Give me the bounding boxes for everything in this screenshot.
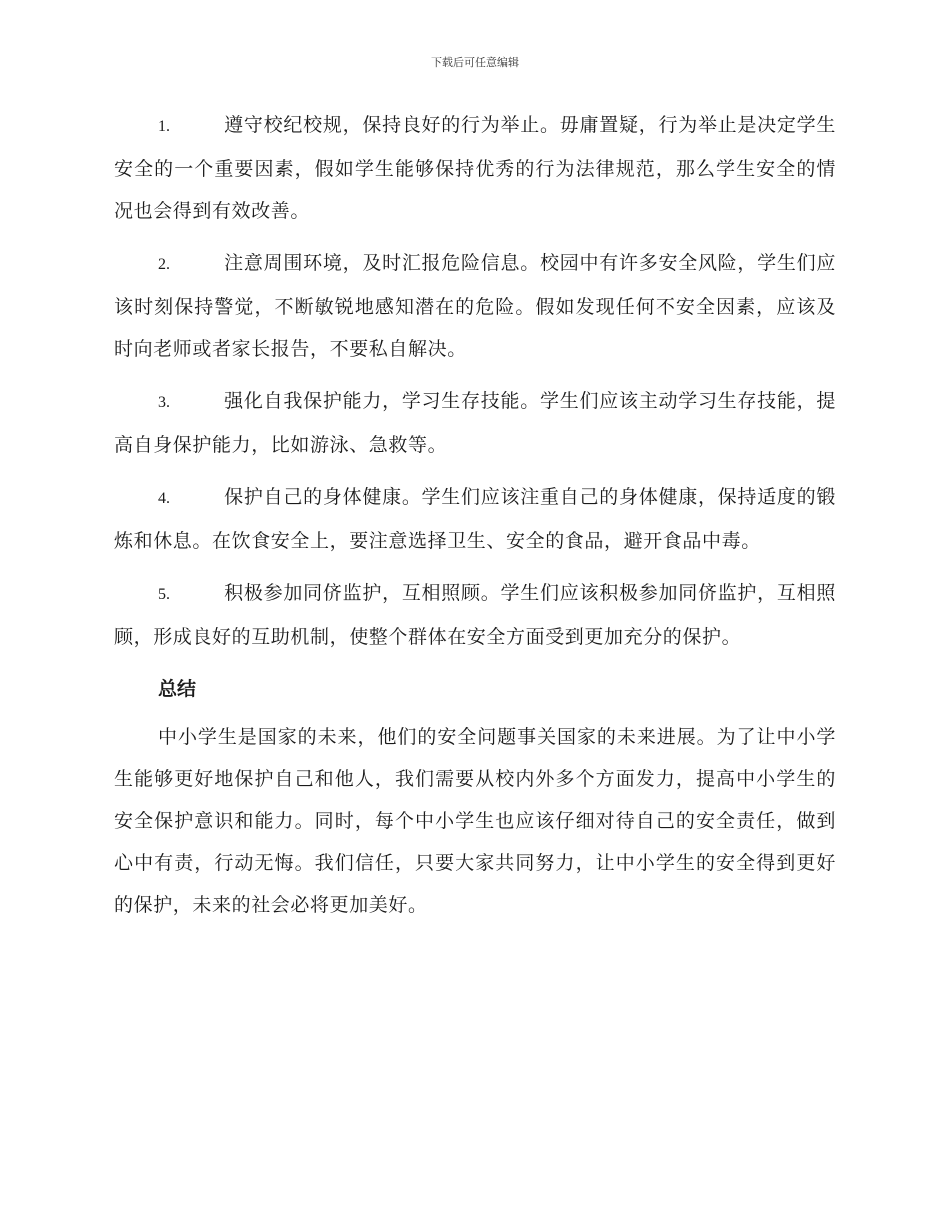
list-item-number: 1. [158,118,170,135]
list-item-number: 5. [158,586,170,603]
summary-heading: 总结 [158,678,197,700]
list-item-number: 2. [158,256,170,273]
list-item [114,242,836,370]
summary-paragraph: 中小学生是国家的未来，他们的安全问题事关国家的未来进展。为了让中小学生能够更好地保护自己和他人，我们需要从校内外多个方面发力，提高中小学生的安全保护意识和能力。同时，每个中小学生也应该仔细对待自己的安全责任，做到心中有责，行动无悔。我们信任，只要大家共同努力，让中小学生的安全得到更好的保护，未来的社会必将更加美好。 [114,726,836,916]
list-item-text: 积极参加同侪监护，互相照顾。学生们应该积极参加同侪监护，互相照顾，形成良好的互助机制，使整个群体在安全方面受到更加充分的保护。 [114,582,836,648]
list-item-number: 4. [158,490,170,507]
list-item [114,104,836,232]
list-item-text: 遵守校纪校规，保持良好的行为举止。毋庸置疑，行为举止是决定学生安全的一个重要因素，假如学生能够保持优秀的行为法律规范，那么学生安全的情况也会得到有效改善。 [114,114,836,222]
list-item-number: 3. [158,394,170,411]
list-item-text: 注意周围环境，及时汇报危险信息。校园中有许多安全风险，学生们应该时刻保持警觉，不断敏锐地感知潜在的危险。假如发现任何不安全因素，应该及时向老师或者家长报告，不要私自解决。 [114,252,836,360]
list-item-text: 强化自我保护能力，学习生存技能。学生们应该主动学习生存技能，提高自身保护能力，比如游泳、急救等。 [114,390,836,456]
document-body [114,104,836,926]
list-item [114,380,836,466]
list-item-text: 保护自己的身体健康。学生们应该注重自己的身体健康，保持适度的锻炼和休息。在饮食安全上，要注意选择卫生、安全的食品，避开食品中毒。 [114,486,836,552]
list-item [114,476,836,562]
list-item [114,572,836,658]
page-header: 下载后可任意编辑 [431,56,519,69]
